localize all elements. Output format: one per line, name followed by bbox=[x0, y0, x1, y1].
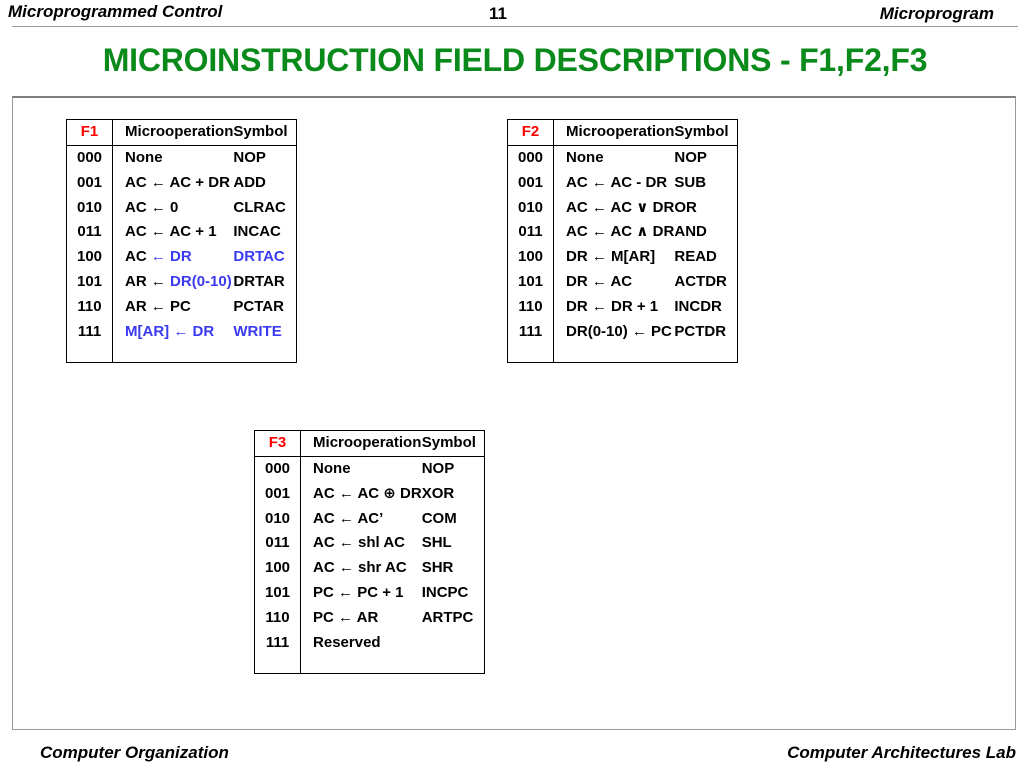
column-header-microoperation: Microoperation bbox=[301, 431, 422, 457]
code-cell: 100 bbox=[255, 556, 301, 581]
symbol-cell: READ bbox=[674, 248, 717, 266]
slide-title: MICROINSTRUCTION FIELD DESCRIPTIONS - F1,F2,F3 bbox=[102, 42, 928, 78]
symbol-cell: OR bbox=[674, 198, 697, 216]
column-header-symbol: Symbol bbox=[233, 120, 296, 146]
code-cell: 011 bbox=[508, 220, 554, 245]
microoperation-cell: AC ← shr AC bbox=[313, 559, 407, 577]
code-cell: 110 bbox=[255, 606, 301, 631]
table-row bbox=[67, 295, 297, 320]
microoperation-cell: None bbox=[313, 460, 351, 477]
symbol-cell bbox=[422, 631, 485, 674]
microoperation-cell: DR(0-10) ← PC bbox=[566, 322, 672, 340]
header-left-title: Microprogrammed Control bbox=[8, 2, 223, 21]
code-cell: 011 bbox=[67, 220, 113, 245]
table-row bbox=[508, 146, 738, 171]
symbol-cell: ACTDR bbox=[674, 272, 727, 290]
table-row bbox=[255, 606, 485, 631]
microoperation-cell: AC ← 0 bbox=[125, 198, 179, 216]
table-row bbox=[255, 581, 485, 606]
microoperation-highlight: DR(0-10) bbox=[170, 272, 232, 290]
f1-table bbox=[66, 119, 297, 363]
code-cell: 010 bbox=[255, 507, 301, 532]
symbol-cell: DRTAC bbox=[233, 248, 285, 266]
symbol-cell: NOP bbox=[674, 149, 707, 166]
symbol-cell: ARTPC bbox=[421, 608, 474, 626]
column-header-microoperation: Microoperation bbox=[113, 120, 234, 146]
code-cell: 010 bbox=[508, 196, 554, 221]
table-row bbox=[508, 220, 738, 245]
symbol-cell: NOP bbox=[421, 460, 455, 477]
page-number: 11 bbox=[489, 4, 507, 23]
code-cell: 001 bbox=[67, 171, 113, 196]
microoperation-cell: AR ← PC bbox=[125, 297, 191, 315]
field-label: F3 bbox=[255, 431, 301, 457]
column-header-symbol: Symbol bbox=[674, 120, 737, 146]
column-header-microoperation: Microoperation bbox=[554, 120, 675, 146]
symbol-cell: CLRAC bbox=[233, 198, 286, 216]
symbol-cell: AND bbox=[674, 223, 707, 241]
symbol-cell: PCTAR bbox=[233, 297, 284, 315]
table-row bbox=[255, 482, 485, 507]
header-right-title: Microprogram bbox=[879, 4, 994, 23]
table-row bbox=[67, 245, 297, 270]
symbol-cell: NOP bbox=[233, 149, 266, 166]
microoperation-cell bbox=[113, 270, 234, 295]
symbol-cell: ADD bbox=[233, 173, 266, 191]
microoperation-cell: None bbox=[566, 149, 604, 166]
code-cell: 010 bbox=[67, 196, 113, 221]
code-cell: 000 bbox=[508, 146, 554, 171]
microoperation-cell: AC ← AC ∧ DR bbox=[566, 223, 675, 241]
microoperation-part: AR ← bbox=[125, 272, 171, 290]
header-divider bbox=[12, 26, 1018, 27]
table-row bbox=[508, 171, 738, 196]
code-cell: 101 bbox=[67, 270, 113, 295]
table-row bbox=[508, 295, 738, 320]
code-cell: 110 bbox=[67, 295, 113, 320]
microoperation-cell: DR ← DR + 1 bbox=[566, 297, 659, 315]
table-row bbox=[67, 171, 297, 196]
table-header-row bbox=[67, 120, 297, 146]
code-cell: 111 bbox=[255, 631, 301, 674]
table-row bbox=[67, 220, 297, 245]
f3-table bbox=[254, 430, 485, 674]
microoperation-cell: AC ← AC’ bbox=[313, 509, 384, 527]
microoperation-part: AC bbox=[125, 248, 151, 266]
table-row bbox=[255, 507, 485, 532]
symbol-cell: INCDR bbox=[674, 297, 722, 315]
f2-table bbox=[507, 119, 738, 363]
table-row bbox=[255, 556, 485, 581]
symbol-cell: INCPC bbox=[421, 583, 469, 601]
field-label: F2 bbox=[508, 120, 554, 146]
symbol-cell: SHL bbox=[421, 534, 452, 552]
microoperation-highlight: ← DR bbox=[150, 248, 192, 266]
code-cell: 101 bbox=[508, 270, 554, 295]
footer-right: Computer Architectures Lab bbox=[787, 743, 1016, 762]
microoperation-cell: M[AR] ← DR bbox=[125, 322, 215, 340]
code-cell: 100 bbox=[67, 245, 113, 270]
table-row bbox=[255, 631, 485, 674]
symbol-cell: SUB bbox=[674, 173, 707, 191]
symbol-cell: COM bbox=[421, 509, 457, 527]
column-header-symbol: Symbol bbox=[422, 431, 485, 457]
table-row bbox=[508, 270, 738, 295]
code-cell: 001 bbox=[508, 171, 554, 196]
code-cell: 101 bbox=[255, 581, 301, 606]
symbol-cell: SHR bbox=[421, 559, 454, 577]
symbol-cell: WRITE bbox=[233, 322, 282, 340]
footer-left: Computer Organization bbox=[40, 743, 229, 762]
symbol-cell: PCTDR bbox=[674, 322, 727, 340]
microoperation-cell: AC ← AC - DR bbox=[566, 173, 668, 191]
code-cell: 111 bbox=[67, 320, 113, 363]
microoperation-cell bbox=[113, 245, 234, 270]
code-cell: 110 bbox=[508, 295, 554, 320]
microoperation-cell: AC ← AC ⊕ DR bbox=[313, 484, 422, 502]
code-cell: 001 bbox=[255, 482, 301, 507]
table-row bbox=[255, 531, 485, 556]
code-cell: 111 bbox=[508, 320, 554, 363]
code-cell: 000 bbox=[67, 146, 113, 171]
microoperation-cell: AC ← AC + 1 bbox=[125, 223, 217, 241]
table-row bbox=[508, 320, 738, 363]
microoperation-cell: DR ← M[AR] bbox=[566, 248, 656, 266]
microoperation-cell: PC ← AR bbox=[313, 608, 379, 626]
table-row bbox=[508, 196, 738, 221]
symbol-cell: INCAC bbox=[233, 223, 281, 241]
table-row bbox=[67, 320, 297, 363]
table-row bbox=[67, 146, 297, 171]
microoperation-cell: None bbox=[125, 149, 163, 166]
code-cell: 011 bbox=[255, 531, 301, 556]
symbol-cell: DRTAR bbox=[233, 272, 285, 290]
table-header-row bbox=[508, 120, 738, 146]
microoperation-cell: AC ← shl AC bbox=[313, 534, 405, 552]
microoperation-cell: Reserved bbox=[313, 633, 381, 651]
table-row bbox=[255, 457, 485, 482]
microoperation-cell: PC ← PC + 1 bbox=[313, 583, 404, 601]
table-row bbox=[508, 245, 738, 270]
table-row bbox=[67, 270, 297, 295]
table-header-row bbox=[255, 431, 485, 457]
code-cell: 000 bbox=[255, 457, 301, 482]
microoperation-cell: AC ← AC + DR bbox=[125, 173, 230, 191]
microoperation-cell: AC ← AC ∨ DR bbox=[566, 198, 675, 216]
symbol-cell: XOR bbox=[421, 484, 455, 502]
table-row bbox=[67, 196, 297, 221]
microoperation-cell: DR ← AC bbox=[566, 272, 633, 290]
code-cell: 100 bbox=[508, 245, 554, 270]
field-label: F1 bbox=[67, 120, 113, 146]
